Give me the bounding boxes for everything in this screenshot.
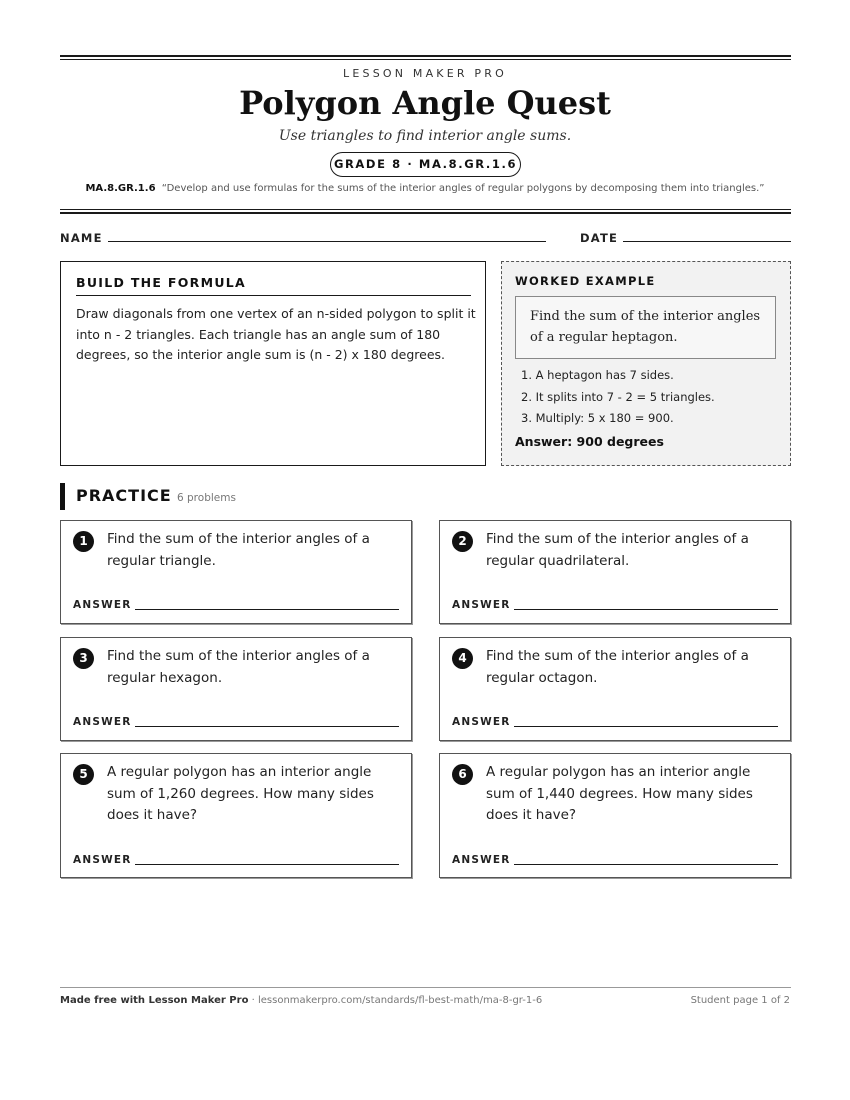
problem-text: Find the sum of the interior angles of a regular hexagon. [107,648,370,686]
answer-field[interactable] [135,726,399,727]
problem-card-1 [60,520,412,624]
standard-statement [0,183,850,194]
header-rule-thick [60,212,791,214]
worked-example-answer: Answer: 900 degrees [515,434,664,449]
worked-example-step: 1. A heptagon has 7 sides. [521,368,674,382]
problem-number-badge: 4 [452,648,473,669]
answer-field[interactable] [514,726,778,727]
practice-title: PRACTICE [76,486,172,505]
formula-text: Draw diagonals from one vertex of an n-sided polygon to split it into n - 2 triangles. Each triangle has an angle sum of 180 degrees, so the interior angle sum is (n - 2) x 180 degrees. [76,306,476,362]
practice-accent-bar [60,483,65,510]
worked-example-step: 3. Multiply: 5 x 180 = 900. [521,411,674,425]
answer-label: ANSWER [73,716,132,728]
header-rule-thin [60,209,791,210]
answer-label: ANSWER [73,854,132,866]
problem-text: Find the sum of the interior angles of a regular quadrilateral. [486,531,749,569]
date-label: DATE [580,231,619,245]
grade-badge: GRADE 8 · MA.8.GR.1.6 [330,152,521,177]
answer-label: ANSWER [452,716,511,728]
top-rule-thick [60,55,791,57]
problem-number-badge: 1 [73,531,94,552]
problem-card-2 [439,520,791,624]
problem-text: A regular polygon has an interior angle sum of 1,440 degrees. How many sides does it have? [486,764,753,823]
name-label: NAME [60,231,103,245]
problem-card-6 [439,753,791,878]
answer-label: ANSWER [452,854,511,866]
formula-divider [76,295,471,296]
practice-count: 6 problems [177,492,236,504]
worked-example-prompt: Find the sum of the interior angles of a regular heptagon. [515,296,776,359]
standard-text: “Develop and use formulas for the sums of the interior angles of regular polygons by decomposing them into triangles.” [161,183,765,194]
brand-name: LESSON MAKER PRO [343,67,507,80]
footer-made-with: Made free with Lesson Maker Pro [60,995,249,1006]
worked-example-heading: WORKED EXAMPLE [515,274,656,288]
footer-url[interactable]: · lessonmakerpro.com/standards/fl-best-math/ma-8-gr-1-6 [248,995,543,1006]
problem-text: Find the sum of the interior angles of a regular octagon. [486,648,749,686]
problem-card-5 [60,753,412,878]
problem-text: A regular polygon has an interior angle sum of 1,260 degrees. How many sides does it have? [107,764,374,823]
footer-credit [60,995,542,1006]
footer-page-number: Student page 1 of 2 [690,995,790,1006]
standard-code: MA.8.GR.1.6 [85,183,156,194]
formula-heading: BUILD THE FORMULA [76,275,247,290]
problem-number-badge: 3 [73,648,94,669]
worked-example-steps [521,365,715,430]
problem-text: Find the sum of the interior angles of a regular triangle. [107,531,370,569]
answer-field[interactable] [135,864,399,865]
answer-field[interactable] [514,609,778,610]
problem-number-badge: 2 [452,531,473,552]
top-rule-thin [60,59,791,60]
page-title: Polygon Angle Quest [239,84,611,122]
answer-label: ANSWER [452,599,511,611]
problem-number-badge: 5 [73,764,94,785]
name-field[interactable] [108,241,546,242]
worked-example-step: 2. It splits into 7 - 2 = 5 triangles. [521,389,715,404]
problem-card-3 [60,637,412,741]
answer-label: ANSWER [73,599,132,611]
date-field[interactable] [623,241,791,242]
answer-field[interactable] [514,864,778,865]
answer-field[interactable] [135,609,399,610]
problem-card-4 [439,637,791,741]
footer-rule [60,987,791,988]
page-subtitle: Use triangles to find interior angle sums. [278,128,572,144]
problem-number-badge: 6 [452,764,473,785]
